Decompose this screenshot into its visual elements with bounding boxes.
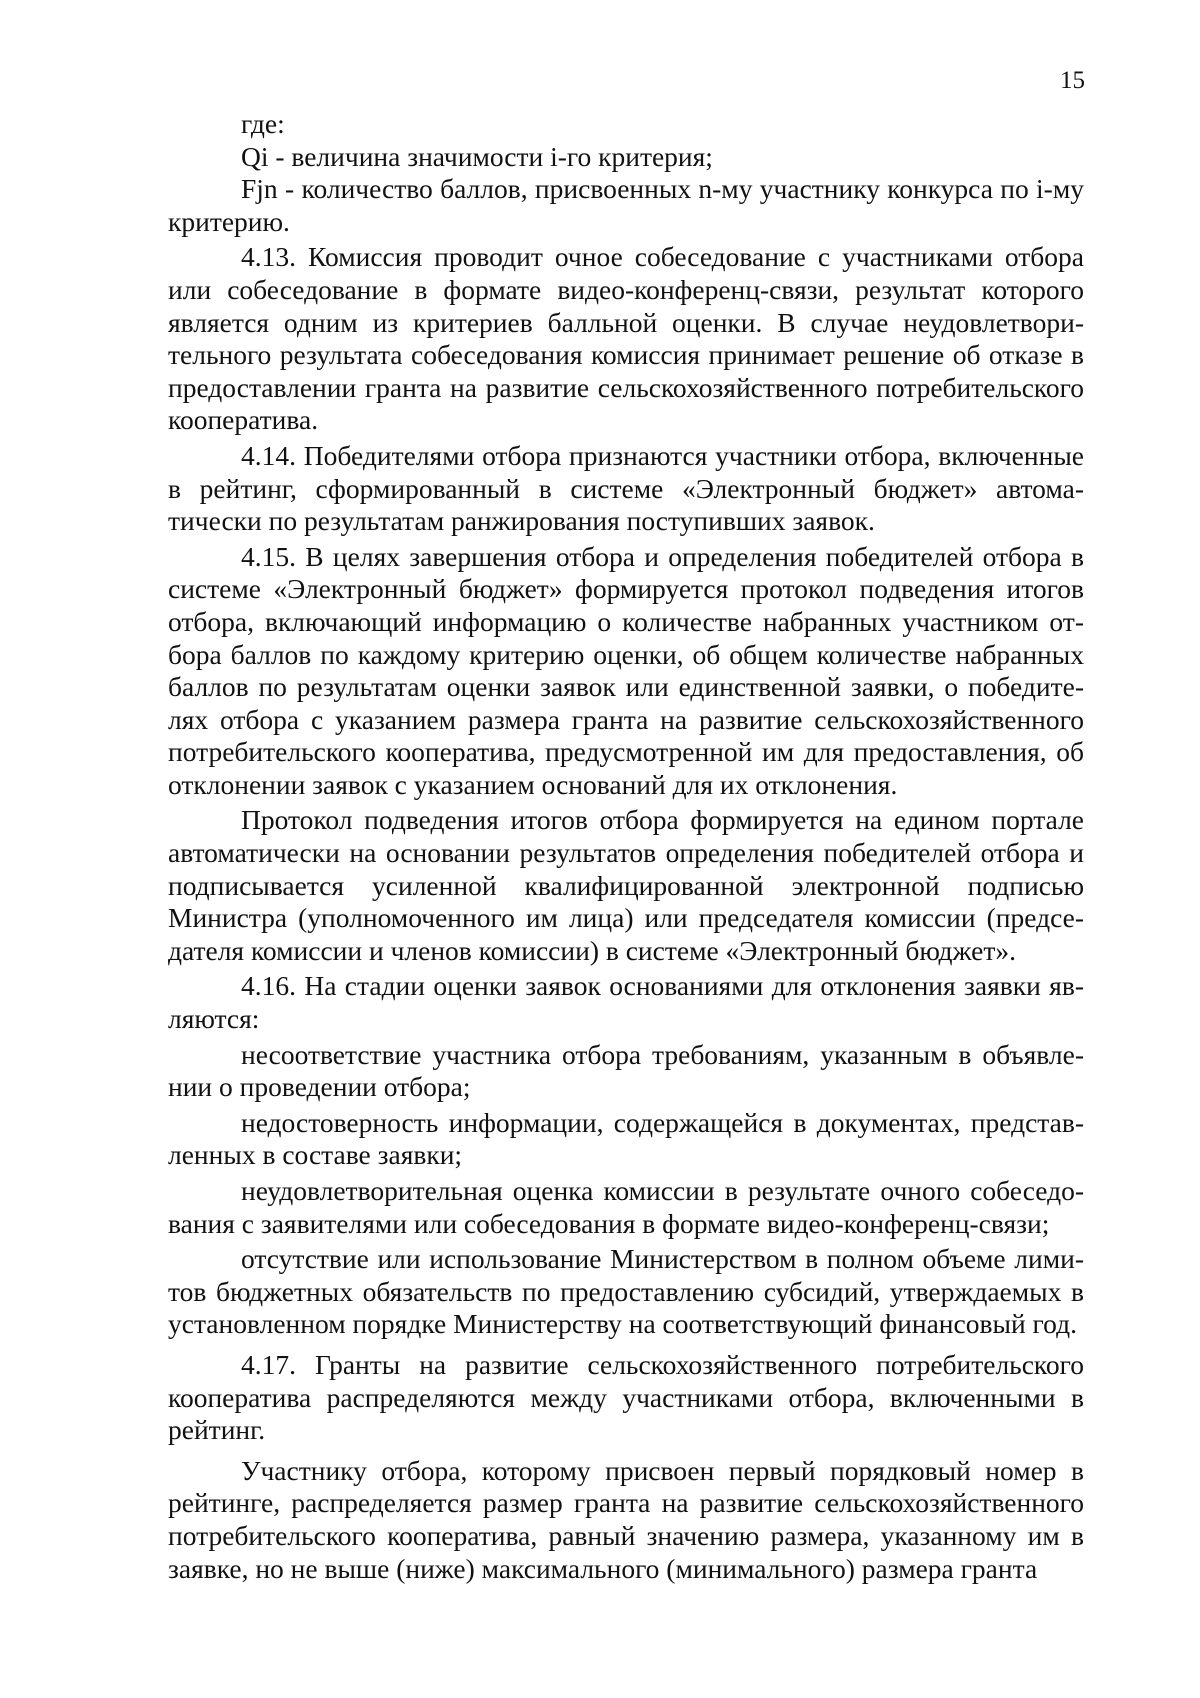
list-item-requirements-mismatch: несоответствие участника отбора требованиям, указанным в объявлении о проведении отбора; [168, 1038, 1084, 1103]
paragraph-first-rank-participant: Участнику отбора, которому присвоен первый порядковый номер в рейтинге, распределяется размер гранта на развитие сельскохозяйственного потребительского кооператива, равный значению размера, указанному им в заявке, но не выше (ниже) максимального (минимального) размера гранта [168, 1454, 1084, 1584]
document-body [168, 108, 1084, 1585]
paragraph-fjn-definition: Fjn - количество баллов, присвоенных n-му участнику конкурса по i-му критерию. [168, 173, 1084, 237]
paragraph-4-17: 4.17. Гранты на развитие сельскохозяйственного потребительского кооператива распределяются между участниками отбора, включенными в рейтинг. [168, 1348, 1084, 1446]
list-item-budget-limits: отсутствие или использование Министерством в полном объеме лимитов бюджетных обязательств по предоставлению субсидий, утверждаемых в установленном порядке Министерству на соответствующий финансовый год. [168, 1243, 1084, 1340]
paragraph-4-15: 4.15. В целях завершения отбора и определения победителей отбора в системе «Электронный бюджет» формируется протокол подведения итогов отбора, включающий информацию о количестве набранных участником отбора баллов по каждому критерию оценки, об общем количестве набранных баллов по результатам оценки заявок или единственной заявки, о победителях отбора с указанием размера гранта на развитие сельскохозяйственного потребительского кооператива, предусмотренной им для предоставления, об отклонении заявок с указанием оснований для их отклонения. [168, 540, 1084, 800]
page-number: 15 [1060, 67, 1085, 94]
paragraph-protocol: Протокол подведения итогов отбора формируется на едином портале автоматически на основании результатов определения победителей отбора и подписывается усиленной квалифицированной электронной подписью Министра (уполномоченного им лица) или председателя комиссии (председателя комиссии и членов комиссии) в системе «Электронный бюджет». [168, 804, 1084, 966]
paragraph-qi-definition: Qi - величина значимости i-го критерия; [241, 140, 713, 172]
paragraph-4-13: 4.13. Комиссия проводит очное собеседование с участниками отбора или собеседование в формате видео-конференц-связи, результат которого является одним из критериев балльной оценки. В случае неудовлетворительного результата собеседования комиссия принимает решение об отказе в предоставлении гранта на развитие сельскохозяйственного потребительского кооператива. [168, 241, 1084, 436]
paragraph-where: где: [241, 108, 285, 139]
paragraph-4-14: 4.14. Победителями отбора признаются участники отбора, включенные в рейтинг, сформированный в системе «Электронный бюджет» автоматически по результатам ранжирования поступивших заявок. [168, 439, 1084, 537]
list-item-unsatisfactory-assessment: неудовлетворительная оценка комиссии в результате очного собеседования с заявителями или собеседования в формате видео-конференц-связи; [168, 1175, 1084, 1239]
list-item-unreliable-information: недостоверность информации, содержащейся в документах, представленных в составе заявки; [168, 1106, 1084, 1171]
paragraph-4-16: 4.16. На стадии оценки заявок основаниями для отклонения заявки являются: [168, 970, 1084, 1035]
